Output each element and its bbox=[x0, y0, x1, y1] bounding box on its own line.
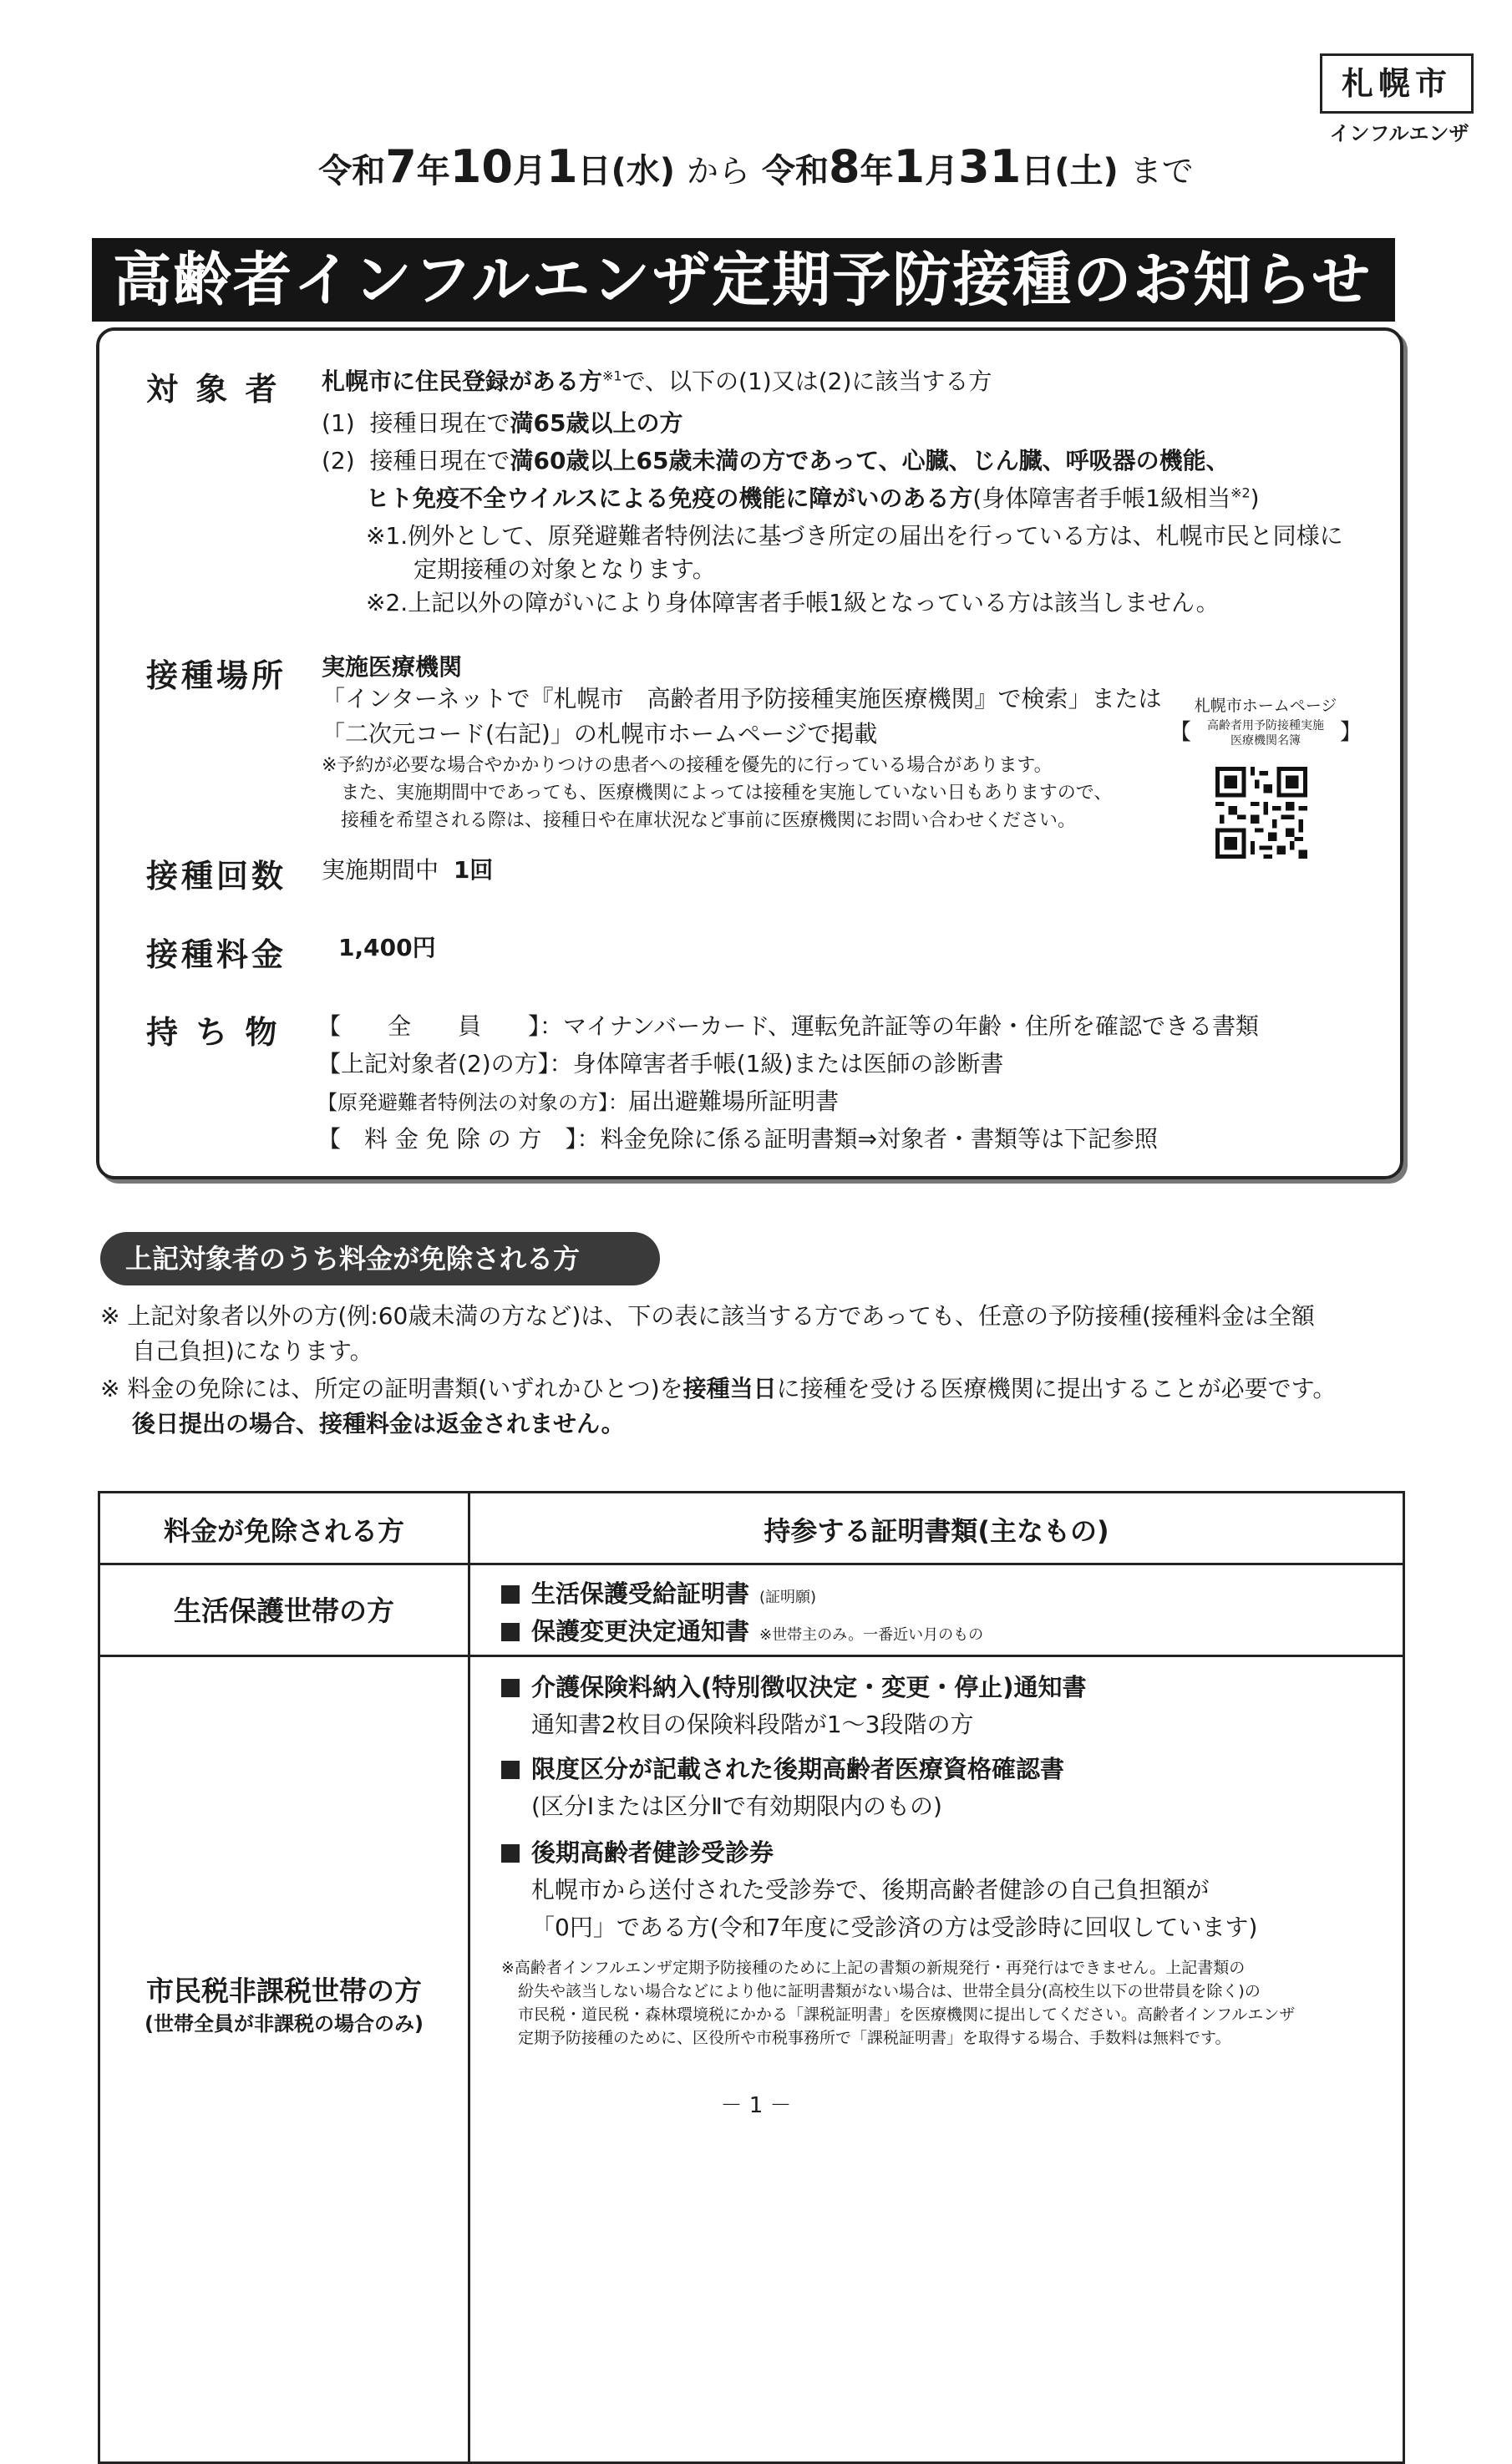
items-who: 【原発避難者特例法の対象の方】： bbox=[317, 1091, 628, 1114]
exemption-note-1: ※ 上記対象者以外の方(例:60歳未満の方など)は、下の表に該当する方であっても、任意の予防接種(接種料金は全額 bbox=[100, 1302, 1315, 1330]
end-day: 31 bbox=[958, 140, 1022, 193]
table-divider bbox=[100, 1563, 1403, 1565]
count-pre: 実施期間中 bbox=[322, 856, 439, 884]
document-item bbox=[501, 1613, 983, 1647]
start-nen: 年 bbox=[416, 152, 450, 190]
table-header-target: 料金が免除される方 bbox=[163, 1515, 404, 1547]
document-detail: (区分Ⅰまたは区分Ⅱで有効期限内のもの) bbox=[531, 1792, 942, 1820]
table-divider bbox=[468, 1493, 470, 2461]
row-category: 生活保護世帯の方 bbox=[174, 1595, 394, 1627]
c2-sup: ※2 bbox=[1230, 484, 1251, 501]
target-note-1b: 定期接種の対象となります。 bbox=[414, 555, 716, 583]
start-era: 令和 bbox=[318, 152, 386, 190]
square-bullet-icon bbox=[501, 1585, 520, 1604]
target-condition-1 bbox=[322, 409, 682, 438]
place-line-1: 「インターネットで『札幌市 高齢者用予防接種実施医療機関』で検索」または bbox=[322, 685, 1162, 712]
table-header-documents: 持参する証明書類(主なもの) bbox=[764, 1515, 1109, 1547]
note2-post: に接種を受ける医療機関に提出することが必要です。 bbox=[776, 1375, 1337, 1402]
items-label: 持 ち 物 bbox=[146, 1014, 281, 1051]
items-row bbox=[317, 1088, 839, 1116]
items-what: 身体障害者手帳(1級)または医師の診断書 bbox=[572, 1050, 1004, 1077]
start-tsuki: 月 bbox=[512, 152, 546, 190]
exemption-note-2 bbox=[100, 1371, 1336, 1407]
table-divider bbox=[100, 1655, 1403, 1657]
row-category: 市民税非課税世帯の方 bbox=[146, 1975, 422, 2007]
document-item bbox=[501, 1751, 1064, 1785]
count-bold: 1回 bbox=[453, 856, 494, 884]
qr-link[interactable]: 【 】 高齢者用予防接種実施 医療機関名簿 bbox=[1170, 719, 1362, 748]
c2-close: ) bbox=[1250, 484, 1260, 512]
square-bullet-icon bbox=[501, 1844, 520, 1863]
document-note: (証明願) bbox=[759, 1589, 817, 1606]
qr-link-line-1: 高齢者用予防接種実施 bbox=[1207, 719, 1324, 733]
square-bullet-icon bbox=[501, 1679, 520, 1697]
items-who: 【 料 金 免 除 の 方 】： bbox=[317, 1125, 601, 1153]
document-item bbox=[501, 1834, 774, 1868]
c2-pre: 接種日現在で bbox=[369, 447, 510, 474]
document-name: 保護変更決定通知書 bbox=[531, 1617, 750, 1645]
document-detail: 通知書2枚目の保険料段階が1～3段階の方 bbox=[531, 1711, 974, 1738]
c2-num: (2) bbox=[322, 447, 355, 474]
target-lead bbox=[322, 368, 992, 396]
document-note: ※世帯主のみ。一番近い月のもの bbox=[759, 1626, 984, 1644]
place-note-3: 接種を希望される際は、接種日や在庫状況など事前に医療機関にお問い合わせください。 bbox=[341, 810, 1077, 831]
fee-label: 接種料金 bbox=[146, 936, 287, 973]
end-dow: (土) bbox=[1054, 152, 1119, 190]
items-who: 【 全 員 】： bbox=[317, 1012, 564, 1040]
period-line bbox=[0, 140, 1512, 193]
start-year: 7 bbox=[385, 140, 417, 193]
place-note-1: ※予約が必要な場合やかかりつけの患者への接種を優先的に行っている場合があります。 bbox=[322, 755, 1053, 776]
document-detail: 札幌市から送付された受診券で、後期高齢者健診の自己負担額が bbox=[531, 1876, 1210, 1904]
count-label: 接種回数 bbox=[146, 858, 287, 895]
square-bullet-icon bbox=[501, 1623, 520, 1641]
category-label: インフルエンザ bbox=[1329, 122, 1469, 145]
target-lead-bold: 札幌市に住民登録がある方 bbox=[322, 368, 603, 395]
target-lead-sup: ※1 bbox=[602, 368, 622, 384]
items-row bbox=[317, 1125, 1158, 1153]
exemption-table bbox=[98, 1491, 1405, 2464]
square-bullet-icon bbox=[501, 1761, 520, 1779]
qr-link-line-2: 医療機関名簿 bbox=[1230, 734, 1301, 748]
items-what: 届出避難場所証明書 bbox=[628, 1088, 840, 1115]
c1-bold: 満65歳以上の方 bbox=[510, 409, 683, 437]
items-what: マイナンバーカード、運転免許証等の年齢・住所を確認できる書類 bbox=[563, 1012, 1260, 1040]
target-note-2: ※2.上記以外の障がいにより身体障害者手帳1級となっている方は該当しません。 bbox=[366, 589, 1220, 616]
document-name: 後期高齢者健診受診券 bbox=[531, 1838, 774, 1867]
start-month: 10 bbox=[449, 140, 513, 193]
end-nen: 年 bbox=[860, 152, 894, 190]
start-day: 1 bbox=[545, 140, 578, 193]
table-note: ※高齢者インフルエンザ定期予防接種のために上記の書類の新規発行・再発行はできません。上記書類の bbox=[501, 1959, 1246, 1977]
note2-bold: 接種当日 bbox=[682, 1375, 777, 1402]
c2-bold-1: 満60歳以上65歳未満の方であって、心臓、じん臓、呼吸器の機能、 bbox=[510, 447, 1230, 474]
note2-pre: ※ 料金の免除には、所定の証明書類(いずれかひとつ)を bbox=[100, 1375, 683, 1402]
table-note: 市民税・道民税・森林環境税にかかる「課税証明書」を医療機関に提出してください。高齢者インフルエンザ bbox=[518, 2005, 1296, 2024]
start-dow: (水) bbox=[611, 152, 676, 190]
exemption-note-2b: 後日提出の場合、接種料金は返金されません。 bbox=[132, 1410, 625, 1437]
document-name: 生活保護受給証明書 bbox=[531, 1579, 750, 1608]
place-line-2: 「二次元コード(右記)」の札幌市ホームページで掲載 bbox=[322, 720, 878, 748]
end-month: 1 bbox=[893, 140, 926, 193]
count-value bbox=[322, 856, 493, 885]
end-era: 令和 bbox=[761, 152, 829, 190]
place-label: 接種場所 bbox=[146, 657, 287, 694]
place-note-2: また、実施期間中であっても、医療機関によっては接種を実施していない日もありますので、 bbox=[341, 783, 1113, 804]
document-item bbox=[501, 1669, 1087, 1703]
exemption-note-1b: 自己負担)になります。 bbox=[132, 1337, 373, 1365]
from-text: から bbox=[687, 153, 751, 190]
target-condition-2b bbox=[366, 484, 1260, 513]
table-note: 定期予防接種のために、区役所や市税事務所で「課税証明書」を取得する場合、手数料は無料です。 bbox=[518, 2029, 1231, 2047]
target-note-1: ※1.例外として、原発避難者特例法に基づき所定の届出を行っている方は、札幌市民と同様に bbox=[366, 522, 1343, 550]
c1-pre: 接種日現在で bbox=[369, 409, 510, 437]
document-name: 限度区分が記載された後期高齢者医療資格確認書 bbox=[531, 1755, 1065, 1783]
items-row bbox=[317, 1050, 1003, 1078]
start-hi: 日 bbox=[577, 152, 611, 190]
place-head: 実施医療機関 bbox=[322, 653, 463, 681]
document-name: 介護保険料納入(特別徴収決定・変更・停止)通知書 bbox=[531, 1673, 1087, 1701]
end-hi: 日 bbox=[1021, 152, 1055, 190]
row-category-sub: (世帯全員が非課税の場合のみ) bbox=[145, 2012, 424, 2036]
qr-code-icon[interactable] bbox=[1215, 767, 1307, 859]
c2-rest: (身体障害者手帳1級相当 bbox=[972, 484, 1231, 512]
page-title: 高齢者インフルエンザ定期予防接種のお知らせ bbox=[92, 238, 1395, 322]
end-year: 8 bbox=[828, 140, 860, 193]
target-label: 対 象 者 bbox=[146, 371, 281, 408]
document-item bbox=[501, 1575, 816, 1610]
document-detail: 「0円」である方(令和7年度に受診済の方は受診時に回収しています) bbox=[531, 1914, 1258, 1941]
table-note: 紛失や該当しない場合などにより他に証明書類がない場合は、世帯全員分(高校生以下の世帯員を除く)の bbox=[518, 1982, 1261, 2000]
target-condition-2 bbox=[322, 447, 1230, 475]
c2-bold-2: ヒト免疫不全ウイルスによる免疫の機能に障がいのある方 bbox=[366, 484, 973, 512]
target-lead-rest: で、以下の(1)又は(2)に該当する方 bbox=[622, 368, 992, 395]
c1-num: (1) bbox=[322, 409, 355, 437]
items-what: 料金免除に係る証明書類⇒対象者・書類等は下記参照 bbox=[600, 1125, 1158, 1153]
fee-value: 1,400円 bbox=[338, 934, 436, 961]
end-tsuki: 月 bbox=[925, 152, 959, 190]
items-who: 【上記対象者(2)の方】： bbox=[317, 1050, 573, 1077]
until-text: まで bbox=[1129, 153, 1194, 190]
city-label: 札幌市 bbox=[1320, 53, 1474, 114]
page-number: － 1 － bbox=[720, 2093, 792, 2118]
exemption-heading: 上記対象者のうち料金が免除される方 bbox=[100, 1232, 660, 1285]
qr-title: 札幌市ホームページ bbox=[1194, 697, 1337, 715]
items-row bbox=[317, 1012, 1259, 1041]
